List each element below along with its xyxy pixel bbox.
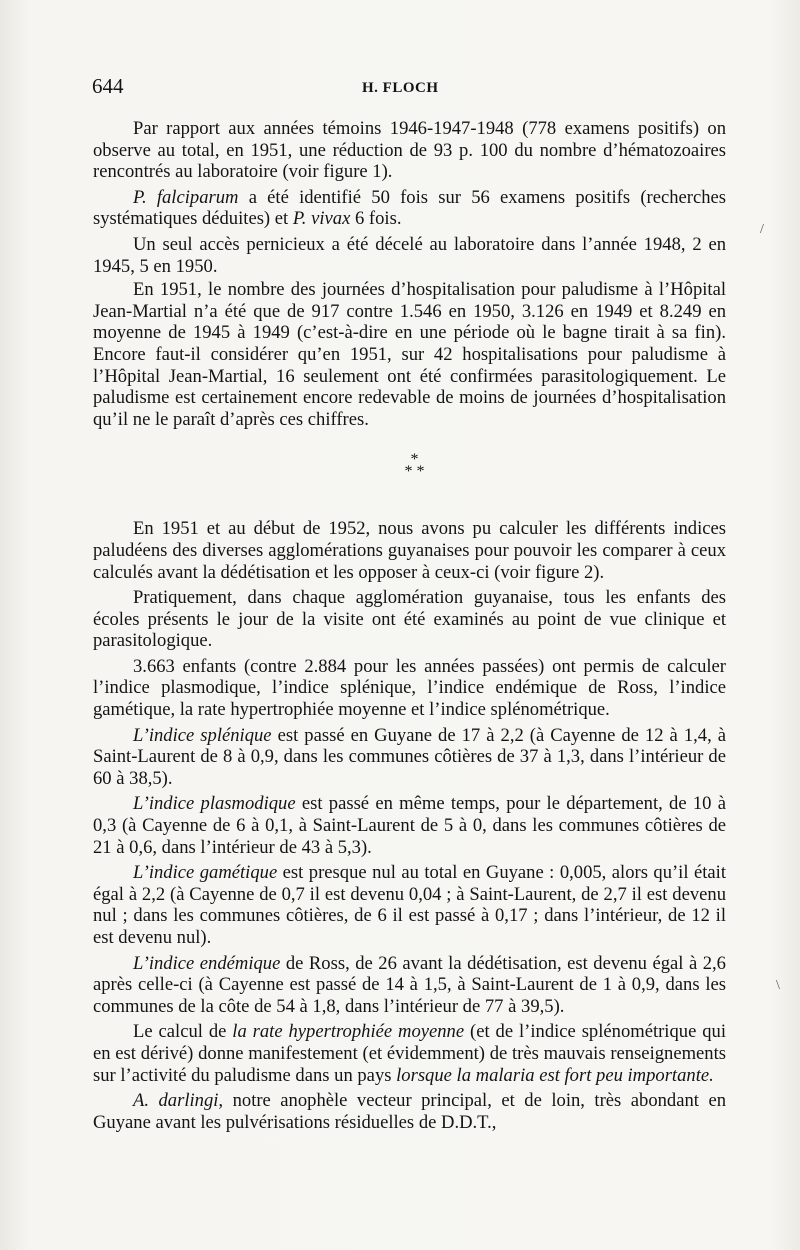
text-indice-plasmodique: est passé en même temps, pour le département, de 10 à 0,3 (à Cayenne de 6 à 0,1, à Saint-Laurent de 5 à 0, dans les communes côtières de 21 à 0,6, dans l’intérieur de 43 à 5,3). bbox=[93, 793, 726, 858]
paragraph-hospitalisation: En 1951, le nombre des journées d’hospitalisation pour paludisme à l’Hôpital Jean-Martial n’a été que de 917 contre 1.546 en 1950, 3.126 en 1949 et 8.249 en moyenne de 1945 à 1949 (c’est-à-dire en une période où le bagne tirait à sa fin). Encore faut-il considérer qu’en 1951, sur 42 hospitalisations pour paludisme à l’Hôpital Jean-Martial, 16 seulement ont été confirmées parasitologiquement. Le paludisme est certainement encore redevable de moins de journées d’hospitalisation qu’il ne le paraît d’après ces chiffres. bbox=[93, 279, 726, 430]
text-rate-italic-end: lorsque la malaria est fort peu importante. bbox=[396, 1064, 714, 1086]
paragraph-species bbox=[93, 187, 726, 230]
separator-star-top: * bbox=[410, 451, 419, 469]
paragraph-indice-splenique bbox=[93, 725, 726, 790]
term-indice-endemique: L’indice endémique bbox=[133, 952, 281, 974]
species-falciparum: P. falciparum bbox=[133, 186, 239, 208]
paragraph-indice-plasmodique bbox=[93, 793, 726, 858]
body-text bbox=[93, 118, 726, 1137]
paragraph-enfants-ecoles: Pratiquement, dans chaque agglomération guyanaise, tous les enfants des écoles présents le jour de la visite ont été examinés au point de vue clinique et parasitologique. bbox=[93, 587, 726, 652]
separator-stars-bottom: * * bbox=[404, 463, 425, 481]
paragraph-enfants-count: 3.663 enfants (contre 2.884 pour les années passées) ont permis de calculer l’indice plasmodique, l’indice splénique, l’indice endémique de Ross, l’indice gamétique, la rate hypertrophiée moyenne et l’indice splénométrique. bbox=[93, 655, 726, 721]
text-indice-endemique: de Ross, de 26 avant la dédétisation, est devenu égal à 2,6 après celle-ci (à Cayenne est passé de 14 à 1,5, à Saint-Laurent de 1 à 0,9, dans les communes de la côte de 54 à 1,8, dans l’intérieur de 77 à 39,5). bbox=[93, 952, 726, 1017]
paragraph-rate-hypertrophiee bbox=[93, 1021, 726, 1086]
paragraph-examens: Par rapport aux années témoins 1946-1947-1948 (778 examens positifs) on observe au total, en 1951, une réduction de 93 p. 100 du nombre d’hématozoaires rencontrés au laboratoire (voir figure 1). bbox=[93, 118, 726, 183]
margin-pencil-mark: / bbox=[760, 222, 764, 237]
term-indice-plasmodique: L’indice plasmodique bbox=[133, 793, 296, 815]
text-rate-start: Le calcul de bbox=[133, 1021, 233, 1043]
paragraph-indices-intro: En 1951 et au début de 1952, nous avons pu calculer les différents indices paludéens des diverses agglomérations guyanaises pour pouvoir les comparer à ceux calculés avant la dédétisation et les opposer à ceux-ci (voir figure 2). bbox=[93, 518, 726, 583]
species-vivax: P. vivax bbox=[292, 208, 351, 230]
paragraph-darlingi bbox=[93, 1090, 726, 1133]
paragraph-indice-gametique bbox=[93, 862, 726, 948]
species-text: a été identifié 50 fois sur 56 examens positifs (recherches systématiques déduites) et bbox=[93, 186, 726, 230]
term-indice-splenique: L’indice splénique bbox=[133, 724, 272, 746]
paragraph-indice-endemique bbox=[93, 953, 726, 1018]
term-rate-hypertrophiee: la rate hypertrophiée moyenne bbox=[232, 1021, 465, 1043]
term-darlingi: A. darlingi, bbox=[133, 1090, 224, 1112]
term-indice-gametique: L’indice gamétique bbox=[133, 862, 278, 884]
text-darlingi: notre anophèle vecteur principal, et de loin, très abondant en Guyane avant les pulvérisations résiduelles de D.D.T., bbox=[93, 1090, 726, 1133]
text-indice-gametique: est presque nul au total en Guyane : 0,005, alors qu’il était égal à 2,2 (à Cayenne de 0,7 il est devenu 0,04 ; à Saint-Laurent, de 2,7 il est devenu nul ; dans les communes côtières, de 6 il est passé à 0,17 ; dans l’intérieur, de 12 il est devenu nul). bbox=[93, 862, 726, 948]
margin-pencil-mark: \ bbox=[776, 978, 780, 993]
text-indice-splenique: est passé en Guyane de 17 à 2,2 (à Cayenne de 12 à 1,4, à Saint-Laurent de 8 à 0,9, dans les communes côtières de 37 à 1,3, dans l’intérieur de 60 à 38,5). bbox=[93, 724, 727, 789]
page-number: 644 bbox=[92, 74, 124, 98]
running-head: H. FLOCH bbox=[362, 80, 439, 96]
species-text-end: 6 fois. bbox=[350, 208, 402, 230]
section-separator bbox=[93, 451, 726, 481]
page-header bbox=[92, 74, 732, 104]
paragraph-pernicieux: Un seul accès pernicieux a été décelé au laboratoire dans l’année 1948, 2 en 1945, 5 en 1950. bbox=[93, 233, 726, 277]
text-rate-mid: (et de l’indice splénométrique qui en est dérivé) donne manifestement (et évidemment) de très mauvais renseignements sur l’activité du paludisme dans un pays bbox=[93, 1021, 726, 1086]
